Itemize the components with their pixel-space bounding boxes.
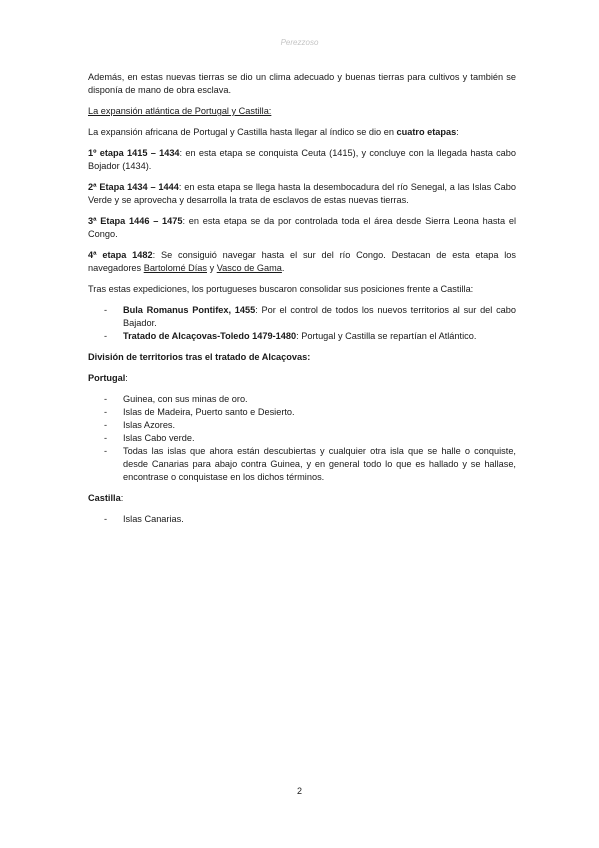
page-number: 2 [296,786,302,796]
castilla-territories-list [88,513,516,526]
dash-bullet: - [104,420,108,430]
list-item: - Guinea, con sus minas de oro. [104,394,248,404]
list-item-treaty-2: - Tratado de Alcaçovas-Toledo 1479-1480: Portugal y Castilla se repartían el Atlántico. [104,331,477,341]
division-heading: División de territorios tras el tratado de Alcaçovas: [88,352,311,362]
list-item: - Islas Azores. [104,420,176,430]
intro-paragraph: Además, en estas nuevas tierras se dio un clima adecuado y buenas tierras para cultivos y también se disponía de mano de obra esclava. [88,72,516,95]
section-heading [88,105,516,118]
list-item: - Islas Canarias. [104,514,184,524]
treaties-list [88,304,516,343]
castilla-heading: Castilla: [88,493,124,503]
list-item-treaty-1: - Bula Romanus Pontifex, 1455: Por el control de todos los nuevos territorios al sur del cabo Bajador. [104,305,516,328]
dash-bullet: - [104,433,108,443]
page-header: Perezzoso [280,38,319,47]
portugal-heading: Portugal: [88,373,128,383]
dash-bullet: - [104,514,108,524]
section-heading-text: La expansión atlántica de Portugal y Castilla: [88,106,272,116]
stage-paragraph-1: 1º etapa 1415 – 1434: en esta etapa se conquista Ceuta (1415), y concluye con la llegada hasta cabo Bojador (1434). [88,148,516,171]
after-expeditions-paragraph: Tras estas expediciones, los portugueses buscaron consolidar sus posiciones frente a Castilla: [88,284,474,294]
link-bartolome-dias[interactable]: Bartolomé Días [143,263,208,273]
list-item: - Islas de Madeira, Puerto santo e Desierto. [104,407,295,417]
portugal-territories-list [88,393,516,484]
stage-paragraph-4: 4ª etapa 1482: Se consiguió navegar hasta el sur del río Congo. Destacan de esta etapa los navegadores Bartolomé Días y Vasco de Gama. [88,250,516,273]
dash-bullet: - [104,407,108,417]
dash-bullet: - [104,331,108,341]
stage-paragraph-3: 3ª Etapa 1446 – 1475: en esta etapa se da por controlada toda el área desde Sierra Leona hasta el Congo. [88,216,516,239]
stage-paragraph-2: 2ª Etapa 1434 – 1444: en esta etapa se llega hasta la desembocadura del río Senegal, a las Islas Cabo Verde y se aprovecha y desarrolla la trata de esclavos de estas nuevas tierras. [88,182,516,205]
list-item: - Todas las islas que ahora están descubiertas y cualquier otra isla que se halle o conquiste, desde Canarias para abajo contra Guinea, y en general todo lo que es hallado y se hallase, encontrase o conquistase en los dichos términos. [104,446,516,482]
dash-bullet: - [104,446,108,456]
list-item: - Islas Cabo verde. [104,433,195,443]
stages-intro-paragraph: La expansión africana de Portugal y Castilla hasta llegar al índico se dio en cuatro etapas: [88,127,459,137]
dash-bullet: - [104,394,108,404]
document-body [88,71,516,534]
dash-bullet: - [104,305,108,315]
link-vasco-de-gama[interactable]: Vasco de Gama [216,263,282,273]
